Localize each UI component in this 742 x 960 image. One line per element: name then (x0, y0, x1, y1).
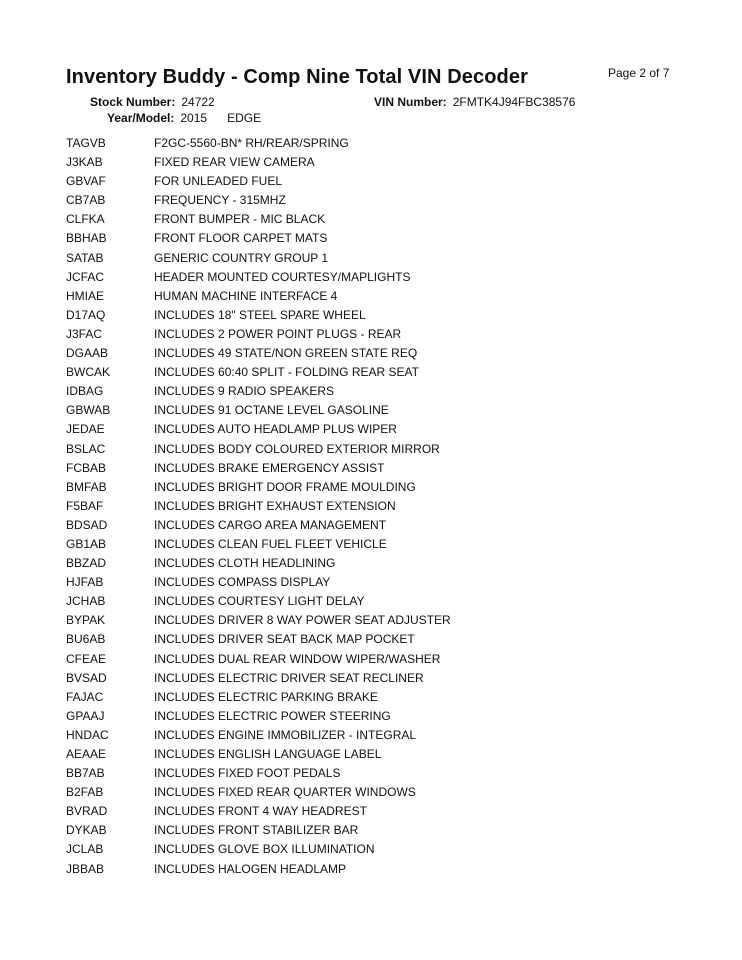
code-row (66, 554, 626, 573)
code-row (66, 573, 626, 592)
option-code: BVSAD (66, 670, 107, 685)
option-code: BSLAC (66, 441, 106, 456)
code-row (66, 745, 626, 764)
code-row (66, 726, 626, 745)
option-code: JCFAC (66, 269, 105, 284)
option-description: HUMAN MACHINE INTERFACE 4 (154, 288, 338, 303)
code-row (66, 287, 626, 306)
code-row (66, 344, 626, 363)
option-description: INCLUDES CARGO AREA MANAGEMENT (154, 517, 387, 532)
option-description: INCLUDES COMPASS DISPLAY (154, 575, 331, 590)
option-code: JCLAB (66, 842, 104, 857)
option-description: INCLUDES ELECTRIC PARKING BRAKE (154, 689, 378, 704)
option-code: GBWAB (66, 403, 111, 418)
option-code: TAGVB (66, 136, 106, 150)
model-value: EDGE (227, 111, 262, 125)
vin-number-label: VIN Number: (374, 95, 447, 109)
code-row (66, 153, 626, 172)
option-description: INCLUDES 91 OCTANE LEVEL GASOLINE (154, 403, 389, 418)
option-code: BDSAD (66, 517, 108, 532)
option-description: INCLUDES FIXED REAR QUARTER WINDOWS (154, 785, 416, 800)
option-code: JBBAB (66, 861, 105, 876)
code-row (66, 688, 626, 707)
option-code-list (66, 134, 626, 879)
option-description: INCLUDES DUAL REAR WINDOW WIPER/WASHER (154, 651, 441, 666)
option-description: INCLUDES CLEAN FUEL FLEET VEHICLE (154, 536, 387, 551)
code-row (66, 821, 626, 840)
option-description: FRONT BUMPER - MIC BLACK (154, 212, 326, 227)
code-row (66, 249, 626, 268)
option-description: INCLUDES FIXED FOOT PEDALS (154, 766, 341, 781)
option-description: GENERIC COUNTRY GROUP 1 (154, 250, 329, 265)
option-description: INCLUDES BRIGHT EXHAUST EXTENSION (154, 498, 396, 513)
code-row (66, 516, 626, 535)
code-row (66, 592, 626, 611)
option-description: INCLUDES HALOGEN HEADLAMP (154, 861, 347, 876)
option-code: HMIAE (66, 288, 105, 303)
option-description: INCLUDES ENGINE IMMOBILIZER - INTEGRAL (154, 727, 417, 742)
vin-number-value: 2FMTK4J94FBC38576 (452, 95, 576, 109)
code-row (66, 840, 626, 859)
page-title: Inventory Buddy - Comp Nine Total VIN Decoder (66, 66, 528, 88)
option-code: BBZAD (66, 556, 107, 571)
option-code: BMFAB (66, 479, 107, 494)
code-row (66, 440, 626, 459)
option-description: HEADER MOUNTED COURTESY/MAPLIGHTS (154, 269, 411, 284)
code-row (66, 497, 626, 516)
option-code: D17AQ (66, 307, 106, 322)
code-row (66, 420, 626, 439)
option-code: J3FAC (66, 326, 103, 341)
year-value: 2015 (180, 111, 208, 125)
option-description: INCLUDES 2 POWER POINT PLUGS - REAR (154, 326, 402, 341)
option-code: CFEAE (66, 651, 107, 666)
option-code: SATAB (66, 250, 104, 265)
option-description: INCLUDES 18" STEEL SPARE WHEEL (154, 307, 366, 322)
code-row (66, 611, 626, 630)
year-model-label: Year/Model: (107, 111, 175, 125)
option-code: IDBAG (66, 384, 104, 399)
code-row (66, 306, 626, 325)
option-description: INCLUDES BRAKE EMERGENCY ASSIST (154, 460, 385, 475)
option-description: INCLUDES CLOTH HEADLINING (154, 556, 336, 571)
option-code: FAJAC (66, 689, 104, 704)
stock-number (90, 95, 215, 109)
option-code: BU6AB (66, 632, 106, 647)
option-code: B2FAB (66, 785, 104, 800)
vin-number (374, 95, 575, 109)
option-description: INCLUDES 60:40 SPLIT - FOLDING REAR SEAT (154, 365, 419, 380)
option-code: GB1AB (66, 536, 107, 551)
code-row (66, 172, 626, 191)
code-row (66, 268, 626, 287)
option-description: F2GC-5560-BN* RH/REAR/SPRING (154, 136, 349, 150)
code-row (66, 382, 626, 401)
option-description: INCLUDES 9 RADIO SPEAKERS (154, 384, 335, 399)
code-row (66, 210, 626, 229)
option-code: BBHAB (66, 231, 107, 246)
option-code: BVRAD (66, 804, 108, 819)
option-code: BYPAK (66, 613, 106, 628)
code-row (66, 860, 626, 879)
code-row (66, 325, 626, 344)
option-description: FREQUENCY - 315MHZ (154, 193, 286, 208)
option-description: INCLUDES 49 STATE/NON GREEN STATE REQ (154, 346, 418, 361)
option-code: JCHAB (66, 594, 106, 609)
option-description: INCLUDES DRIVER SEAT BACK MAP POCKET (154, 632, 415, 647)
option-description: INCLUDES AUTO HEADLAMP PLUS WIPER (154, 422, 397, 437)
code-row (66, 478, 626, 497)
option-code: CB7AB (66, 193, 106, 208)
code-row (66, 535, 626, 554)
option-description: INCLUDES FRONT STABILIZER BAR (154, 823, 359, 838)
code-row (66, 764, 626, 783)
option-description: INCLUDES GLOVE BOX ILLUMINATION (154, 842, 375, 857)
option-code: GPAAJ (66, 708, 105, 723)
code-row (66, 191, 626, 210)
option-code: BB7AB (66, 766, 105, 781)
code-row (66, 783, 626, 802)
option-code: DGAAB (66, 346, 109, 361)
code-row (66, 669, 626, 688)
option-description: INCLUDES DRIVER 8 WAY POWER SEAT ADJUSTER (154, 613, 451, 628)
code-row (66, 401, 626, 420)
option-code: F5BAF (66, 498, 104, 513)
option-code: HJFAB (66, 575, 104, 590)
option-description: INCLUDES ELECTRIC DRIVER SEAT RECLINER (154, 670, 424, 685)
option-description: INCLUDES FRONT 4 WAY HEADREST (154, 804, 367, 819)
option-code: DYKAB (66, 823, 107, 838)
option-code: J3KAB (66, 155, 103, 170)
page-number: Page 2 of 7 (608, 66, 670, 80)
stock-number-label: Stock Number: (90, 95, 176, 109)
option-code: AEAAE (66, 747, 107, 761)
code-row (66, 459, 626, 478)
option-code: BWCAK (66, 365, 111, 380)
code-row (66, 802, 626, 821)
year-model (107, 111, 261, 125)
option-description: INCLUDES BRIGHT DOOR FRAME MOULDING (154, 479, 416, 494)
code-row (66, 229, 626, 248)
stock-number-value: 24722 (181, 95, 215, 109)
code-row (66, 363, 626, 382)
option-code: HNDAC (66, 727, 109, 742)
option-description: FOR UNLEADED FUEL (154, 174, 283, 189)
code-row (66, 630, 626, 649)
option-code: CLFKA (66, 212, 105, 227)
option-description: INCLUDES ELECTRIC POWER STEERING (154, 708, 391, 723)
option-description: INCLUDES BODY COLOURED EXTERIOR MIRROR (154, 441, 440, 456)
option-code: JEDAE (66, 422, 105, 437)
option-code: FCBAB (66, 460, 107, 475)
code-row (66, 650, 626, 669)
option-code: GBVAF (66, 174, 106, 189)
option-description: FIXED REAR VIEW CAMERA (154, 155, 315, 170)
option-description: INCLUDES COURTESY LIGHT DELAY (154, 594, 365, 609)
code-row (66, 134, 626, 153)
option-description: INCLUDES ENGLISH LANGUAGE LABEL (154, 747, 382, 761)
option-description: FRONT FLOOR CARPET MATS (154, 231, 328, 246)
code-row (66, 707, 626, 726)
